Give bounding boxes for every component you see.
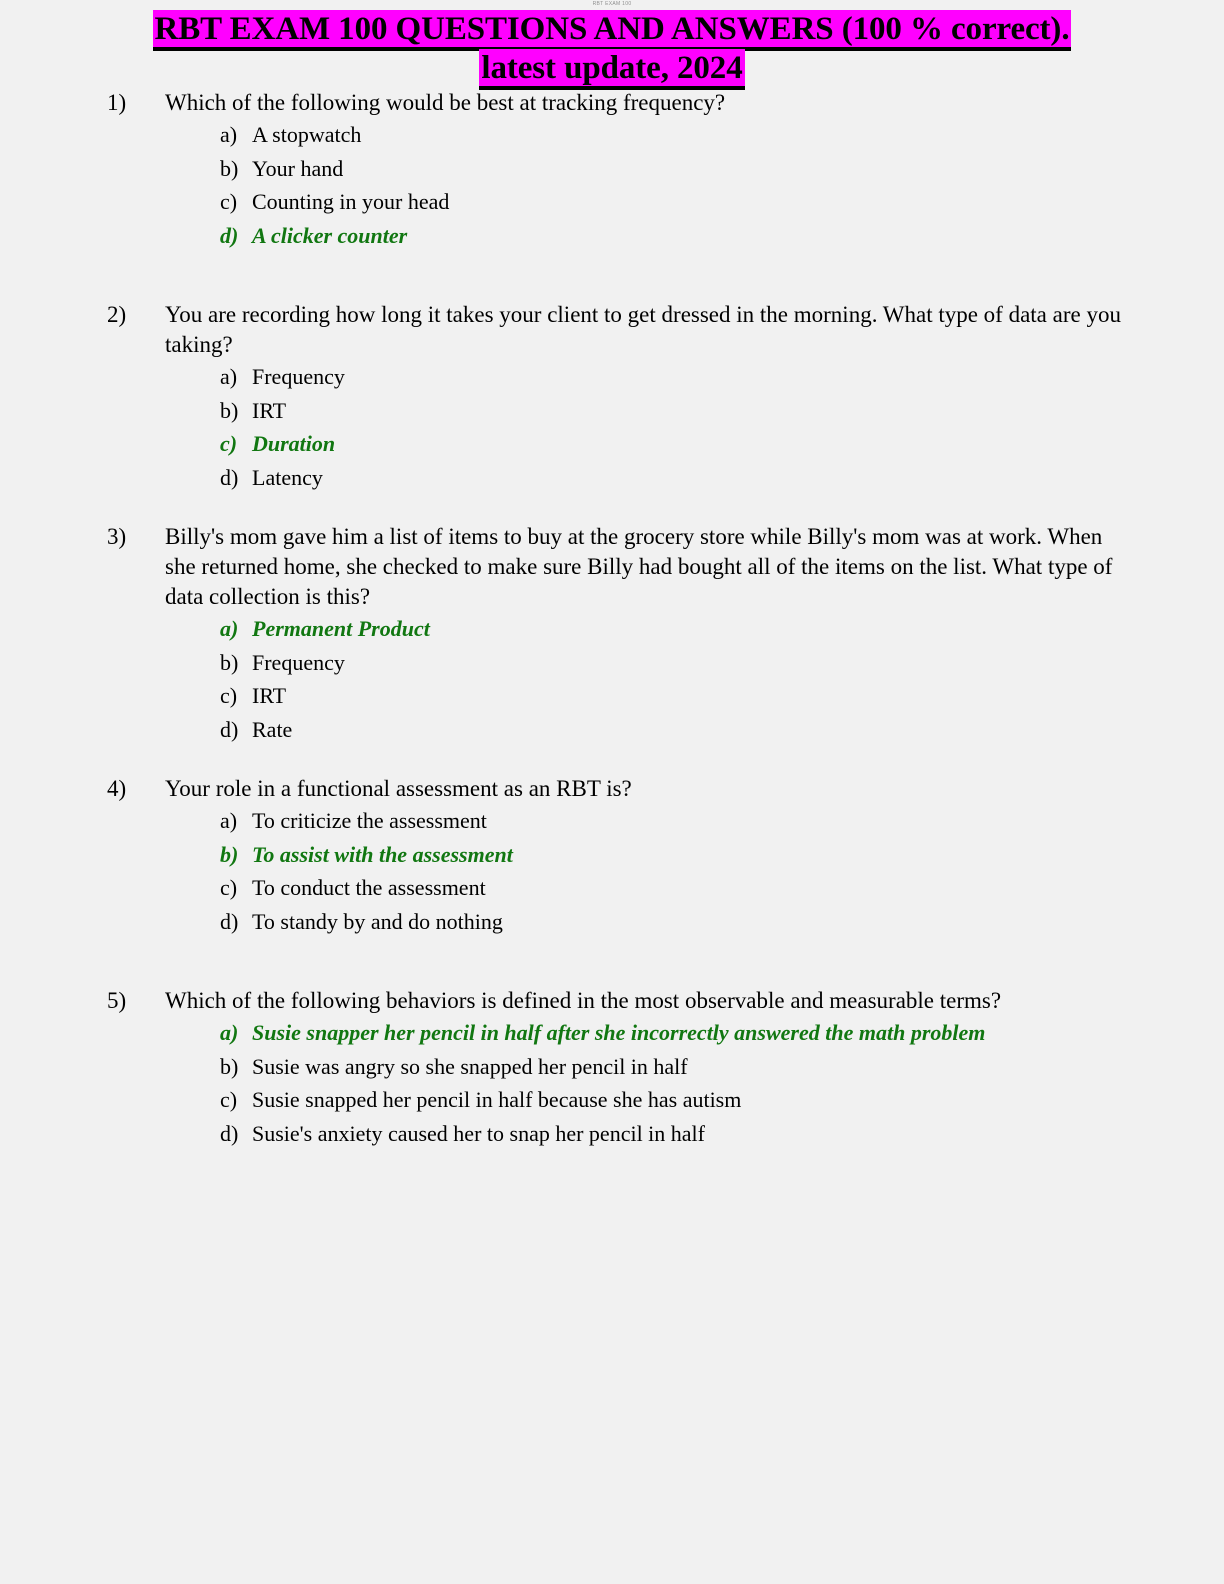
answer-option-list (165, 1016, 1129, 1150)
answer-option-correct[interactable] (220, 838, 1129, 872)
top-edge-artifact-text: RBT EXAM 100 (592, 1, 632, 7)
answer-option-text: Frequency (252, 649, 345, 675)
answer-option-text: Latency (252, 464, 323, 490)
question-number: 5) (107, 988, 127, 1013)
answer-option[interactable] (220, 118, 1129, 152)
question-number: 1) (107, 90, 127, 115)
question-spacer (0, 746, 1224, 774)
question-item (107, 300, 1129, 494)
answer-option-text: Frequency (252, 364, 345, 389)
answer-option[interactable] (220, 360, 1129, 394)
answer-option-letter: c) (220, 683, 238, 708)
answer-option[interactable] (220, 804, 1129, 838)
answer-option-text: Rate (252, 716, 293, 742)
answer-option-letter: d) (220, 464, 239, 490)
question-item (107, 88, 1129, 252)
answer-option-letter: d) (220, 222, 239, 248)
question-text: Which of the following behaviors is defined in the most observable and measurable terms? (165, 988, 1002, 1013)
question-item (107, 986, 1129, 1150)
answer-option-text: Susie snapper her pencil in half after she incorrectly answered the math problem (252, 1020, 986, 1045)
question-list (0, 88, 1224, 1164)
question-spacer (0, 252, 1224, 300)
answer-option-letter: a) (220, 616, 239, 641)
answer-option-letter: d) (220, 716, 239, 742)
answer-option[interactable] (220, 461, 1129, 495)
answer-option-text: To standy by and do nothing (252, 908, 503, 934)
answer-option-letter: b) (220, 397, 239, 423)
title-line-2-text: latest update, 2024 (479, 49, 744, 90)
answer-option-text: Permanent Product (252, 616, 430, 641)
question-text: Billy's mom gave him a list of items to buy at the grocery store while Billy's mom was at work. When she returned home, she checked to make sure Billy had bought all of the items on the list. What type of data collection is this? (165, 524, 1113, 609)
title-line-1-text: RBT EXAM 100 QUESTIONS AND ANSWERS (100 % correct). (153, 10, 1072, 51)
answer-option[interactable] (220, 185, 1129, 219)
answer-option-text: Susie snapped her pencil in half because she has autism (252, 1087, 742, 1112)
answer-option-list (165, 612, 1129, 746)
answer-option-correct[interactable] (220, 427, 1129, 461)
answer-option-correct[interactable] (220, 1016, 1129, 1050)
answer-option-letter: b) (220, 155, 239, 181)
answer-option-text: To assist with the assessment (252, 841, 513, 867)
question-text: Which of the following would be best at tracking frequency? (165, 90, 726, 115)
answer-option-letter: b) (220, 649, 239, 675)
answer-option[interactable] (220, 1083, 1129, 1117)
question-number: 4) (107, 776, 127, 801)
answer-option-letter: a) (220, 1020, 239, 1045)
answer-option-text: Duration (252, 431, 336, 456)
answer-option-letter: d) (220, 1120, 239, 1146)
document-title (0, 0, 1224, 88)
question-number: 3) (107, 524, 127, 549)
question-text: You are recording how long it takes your client to get dressed in the morning. What type of data are you taking? (165, 302, 1121, 357)
question-text: Your role in a functional assessment as an RBT is? (165, 776, 632, 801)
answer-option-text: To criticize the assessment (252, 808, 487, 833)
answer-option-text: A stopwatch (252, 122, 362, 147)
question-item (107, 522, 1129, 746)
question-spacer (0, 1150, 1224, 1164)
answer-option-letter: c) (220, 875, 238, 900)
answer-option[interactable] (220, 1117, 1129, 1151)
answer-option-letter: a) (220, 364, 238, 389)
answer-option-text: Counting in your head (252, 189, 450, 214)
answer-option-letter: a) (220, 122, 238, 147)
answer-option-letter: c) (220, 1087, 238, 1112)
answer-option-letter: a) (220, 808, 238, 833)
answer-option-letter: d) (220, 908, 239, 934)
answer-option[interactable] (220, 905, 1129, 939)
answer-option-correct[interactable] (220, 219, 1129, 253)
question-number: 2) (107, 302, 127, 327)
answer-option-text: A clicker counter (252, 222, 408, 248)
answer-option-list (165, 118, 1129, 252)
question-spacer (0, 494, 1224, 522)
answer-option-list (165, 360, 1129, 494)
question-item (107, 774, 1129, 938)
answer-option[interactable] (220, 679, 1129, 713)
title-line-1 (0, 10, 1224, 49)
answer-option-text: Susie was angry so she snapped her pencil in half (252, 1053, 688, 1079)
answer-option-text: To conduct the assessment (252, 875, 486, 900)
answer-option-text: IRT (252, 683, 287, 708)
title-line-2 (0, 49, 1224, 88)
answer-option-letter: c) (220, 431, 238, 456)
answer-option-text: Susie's anxiety caused her to snap her pencil in half (252, 1120, 705, 1146)
answer-option-letter: c) (220, 189, 238, 214)
answer-option[interactable] (220, 871, 1129, 905)
answer-option-text: IRT (252, 397, 287, 423)
answer-option[interactable] (220, 713, 1129, 747)
answer-option-list (165, 804, 1129, 938)
answer-option[interactable] (220, 394, 1129, 428)
answer-option-letter: b) (220, 841, 239, 867)
answer-option-letter: b) (220, 1053, 239, 1079)
question-spacer (0, 938, 1224, 986)
answer-option-correct[interactable] (220, 612, 1129, 646)
answer-option[interactable] (220, 152, 1129, 186)
answer-option[interactable] (220, 646, 1129, 680)
answer-option[interactable] (220, 1050, 1129, 1084)
answer-option-text: Your hand (252, 155, 344, 181)
